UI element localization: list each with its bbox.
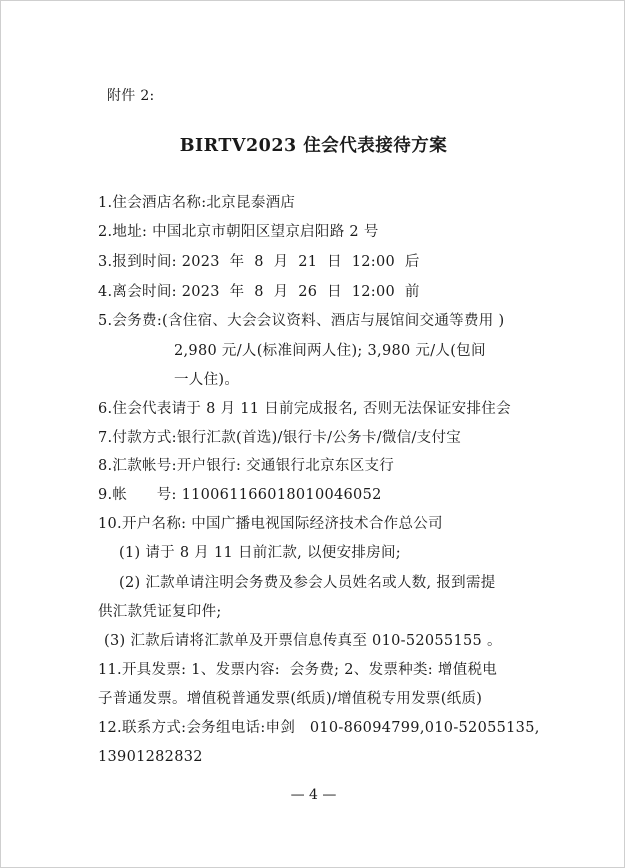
item-fee-heading: 5.会务费:(含住宿、大会会议资料、酒店与展馆间交通等费用 ) [98,313,505,329]
item-account-number: 9.帐 号: 110061166018010046052 [98,487,382,503]
item-address: 2.地址: 中国北京市朝阳区望京启阳路 2 号 [98,224,379,240]
item-contact-phone: 13901282832 [98,749,203,765]
item-registration-deadline: 6.住会代表请于 8 月 11 日前完成报名, 否则无法保证安排住会 [98,401,511,417]
item-fee-prices-cont: 一人住)。 [174,372,240,388]
item-hotel-name: 1.住会酒店名称:北京昆泰酒店 [98,195,296,211]
item-checkin-time: 3.报到时间: 2023 年 8 月 21 日 12:00 后 [98,254,420,270]
note-remit-details: (2) 汇款单请注明会务费及参会人员姓名或人数, 报到需提 [119,575,496,591]
note-remit-deadline: (1) 请于 8 月 11 日前汇款, 以便安排房间; [119,545,401,561]
item-invoice: 11.开具发票: 1、发票内容: 会务费; 2、发票种类: 增值税电 [98,662,498,678]
item-checkout-time: 4.离会时间: 2023 年 8 月 26 日 12:00 前 [98,284,420,300]
note-remit-details-cont: 供汇款凭证复印件; [98,604,222,620]
item-invoice-cont: 子普通发票。增值税普通发票(纸质)/增值税专用发票(纸质) [98,691,483,707]
document-title: BIRTV2023 住会代表接待方案 [179,136,448,156]
page-number: — 4 — [290,787,337,803]
item-contact: 12.联系方式:会务组电话:申剑 010-86094799,010-52055135, [98,720,540,736]
item-bank: 8.汇款帐号:开户银行: 交通银行北京东区支行 [98,458,395,474]
item-payment-methods: 7.付款方式:银行汇款(首选)/银行卡/公务卡/微信/支付宝 [98,430,462,446]
item-fee-prices: 2,980 元/人(标准间两人住); 3,980 元/人(包间 [174,343,486,359]
item-account-name: 10.开户名称: 中国广播电视国际经济技术合作总公司 [98,516,443,532]
attachment-label: 附件 2: [107,88,155,104]
note-fax: (3) 汇款后请将汇款单及开票信息传真至 010-52055155 。 [104,633,502,649]
